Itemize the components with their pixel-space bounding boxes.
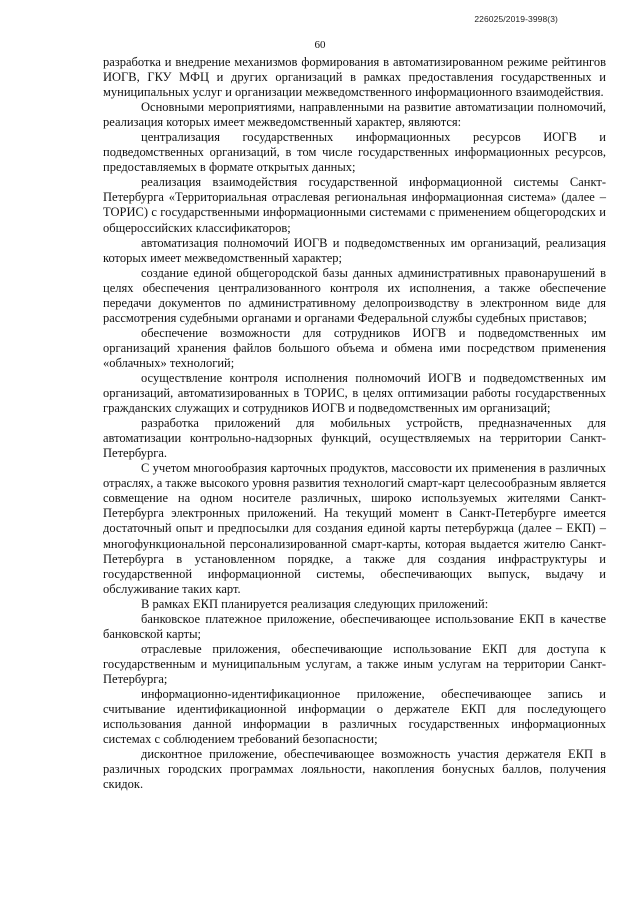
paragraph: создание единой общегородской базы данных административных правонарушений в целях обеспечения централизованного контроля их исполнения, а также обеспечение передачи документов по административному делопроизводству в электронном виде для рассмотрения судебными органами и органами Федеральной службы судебных приставов; [103, 265, 606, 325]
paragraph: С учетом многообразия карточных продуктов, массовости их применения в различных отраслях, а также высокого уровня развития технологий смарт-карт целесообразным является совмещение на одном носителе различных, широко используемых жителями Санкт-Петербурга электронных приложений. На текущий момент в Санкт-Петербурге имеется достаточный опыт и предпосылки для создания единой карты петербуржца (далее – ЕКП) – многофункциональной персонализированной смарт-карты, которая выдается жителю Санкт-Петербурга в установленном порядке, а также для создания инфраструктуры и государственной информационной системы, обеспечивающих выпуск, выдачу и обслуживание таких карт. [103, 461, 606, 596]
paragraph: разработка приложений для мобильных устройств, предназначенных для автоматизации контрольно-надзорных функций, осуществляемых на территории Санкт-Петербурга. [103, 416, 606, 461]
paragraph: банковское платежное приложение, обеспечивающее использование ЕКП в качестве банковской карты; [103, 611, 606, 641]
paragraph: отраслевые приложения, обеспечивающие использование ЕКП для доступа к государственным и муниципальным услугам, а также иным услугам на территории Санкт-Петербурга; [103, 641, 606, 686]
document-id: 226025/2019-3998(3) [474, 14, 558, 24]
paragraph: реализация взаимодействия государственной информационной системы Санкт-Петербурга «Территориальная отраслевая региональная информационная система» (далее – ТОРИС) с государственными информационными системами с применением общегородских и общероссийских классификаторов; [103, 175, 606, 235]
paragraph: В рамках ЕКП планируется реализация следующих приложений: [141, 596, 489, 611]
paragraph: дисконтное приложение, обеспечивающее возможность участия держателя ЕКП в различных городских программах лояльности, накопления бонусных баллов, получения скидок. [103, 747, 606, 792]
paragraph: обеспечение возможности для сотрудников ИОГВ и подведомственных им организаций хранения файлов большого объема и обмена ими посредством применения «облачных» технологий; [103, 325, 606, 370]
paragraph: автоматизация полномочий ИОГВ и подведомственных им организаций, реализация которых имеет межведомственный характер; [103, 235, 606, 265]
paragraph: централизация государственных информационных ресурсов ИОГВ и подведомственных организаций, в том числе государственных информационных ресурсов, предоставляемых в формате открытых данных; [103, 130, 606, 175]
page-number: 60 [314, 39, 326, 51]
document-body [103, 55, 606, 792]
paragraph: информационно-идентификационное приложение, обеспечивающее запись и считывание идентификационной информации о держателе ЕКП для последующего использования данной информации в различных государственных информационных системах с соблюдением требований безопасности; [103, 686, 606, 747]
paragraph: Основными мероприятиями, направленными на развитие автоматизации полномочий, реализация которых имеет межведомственный характер, являются: [103, 100, 606, 130]
paragraph: осуществление контроля исполнения полномочий ИОГВ и подведомственных им организаций, автоматизированных в ТОРИС, в целях оптимизации работы государственных гражданских служащих и сотрудников ИОГВ и подведомственных им организаций; [103, 370, 606, 416]
paragraph: разработка и внедрение механизмов формирования в автоматизированном режиме рейтингов ИОГВ, ГКУ МФЦ и других организаций в рамках предоставления государственных и муниципальных услуг и организации межведомственного информационного взаимодействия. [103, 55, 606, 100]
